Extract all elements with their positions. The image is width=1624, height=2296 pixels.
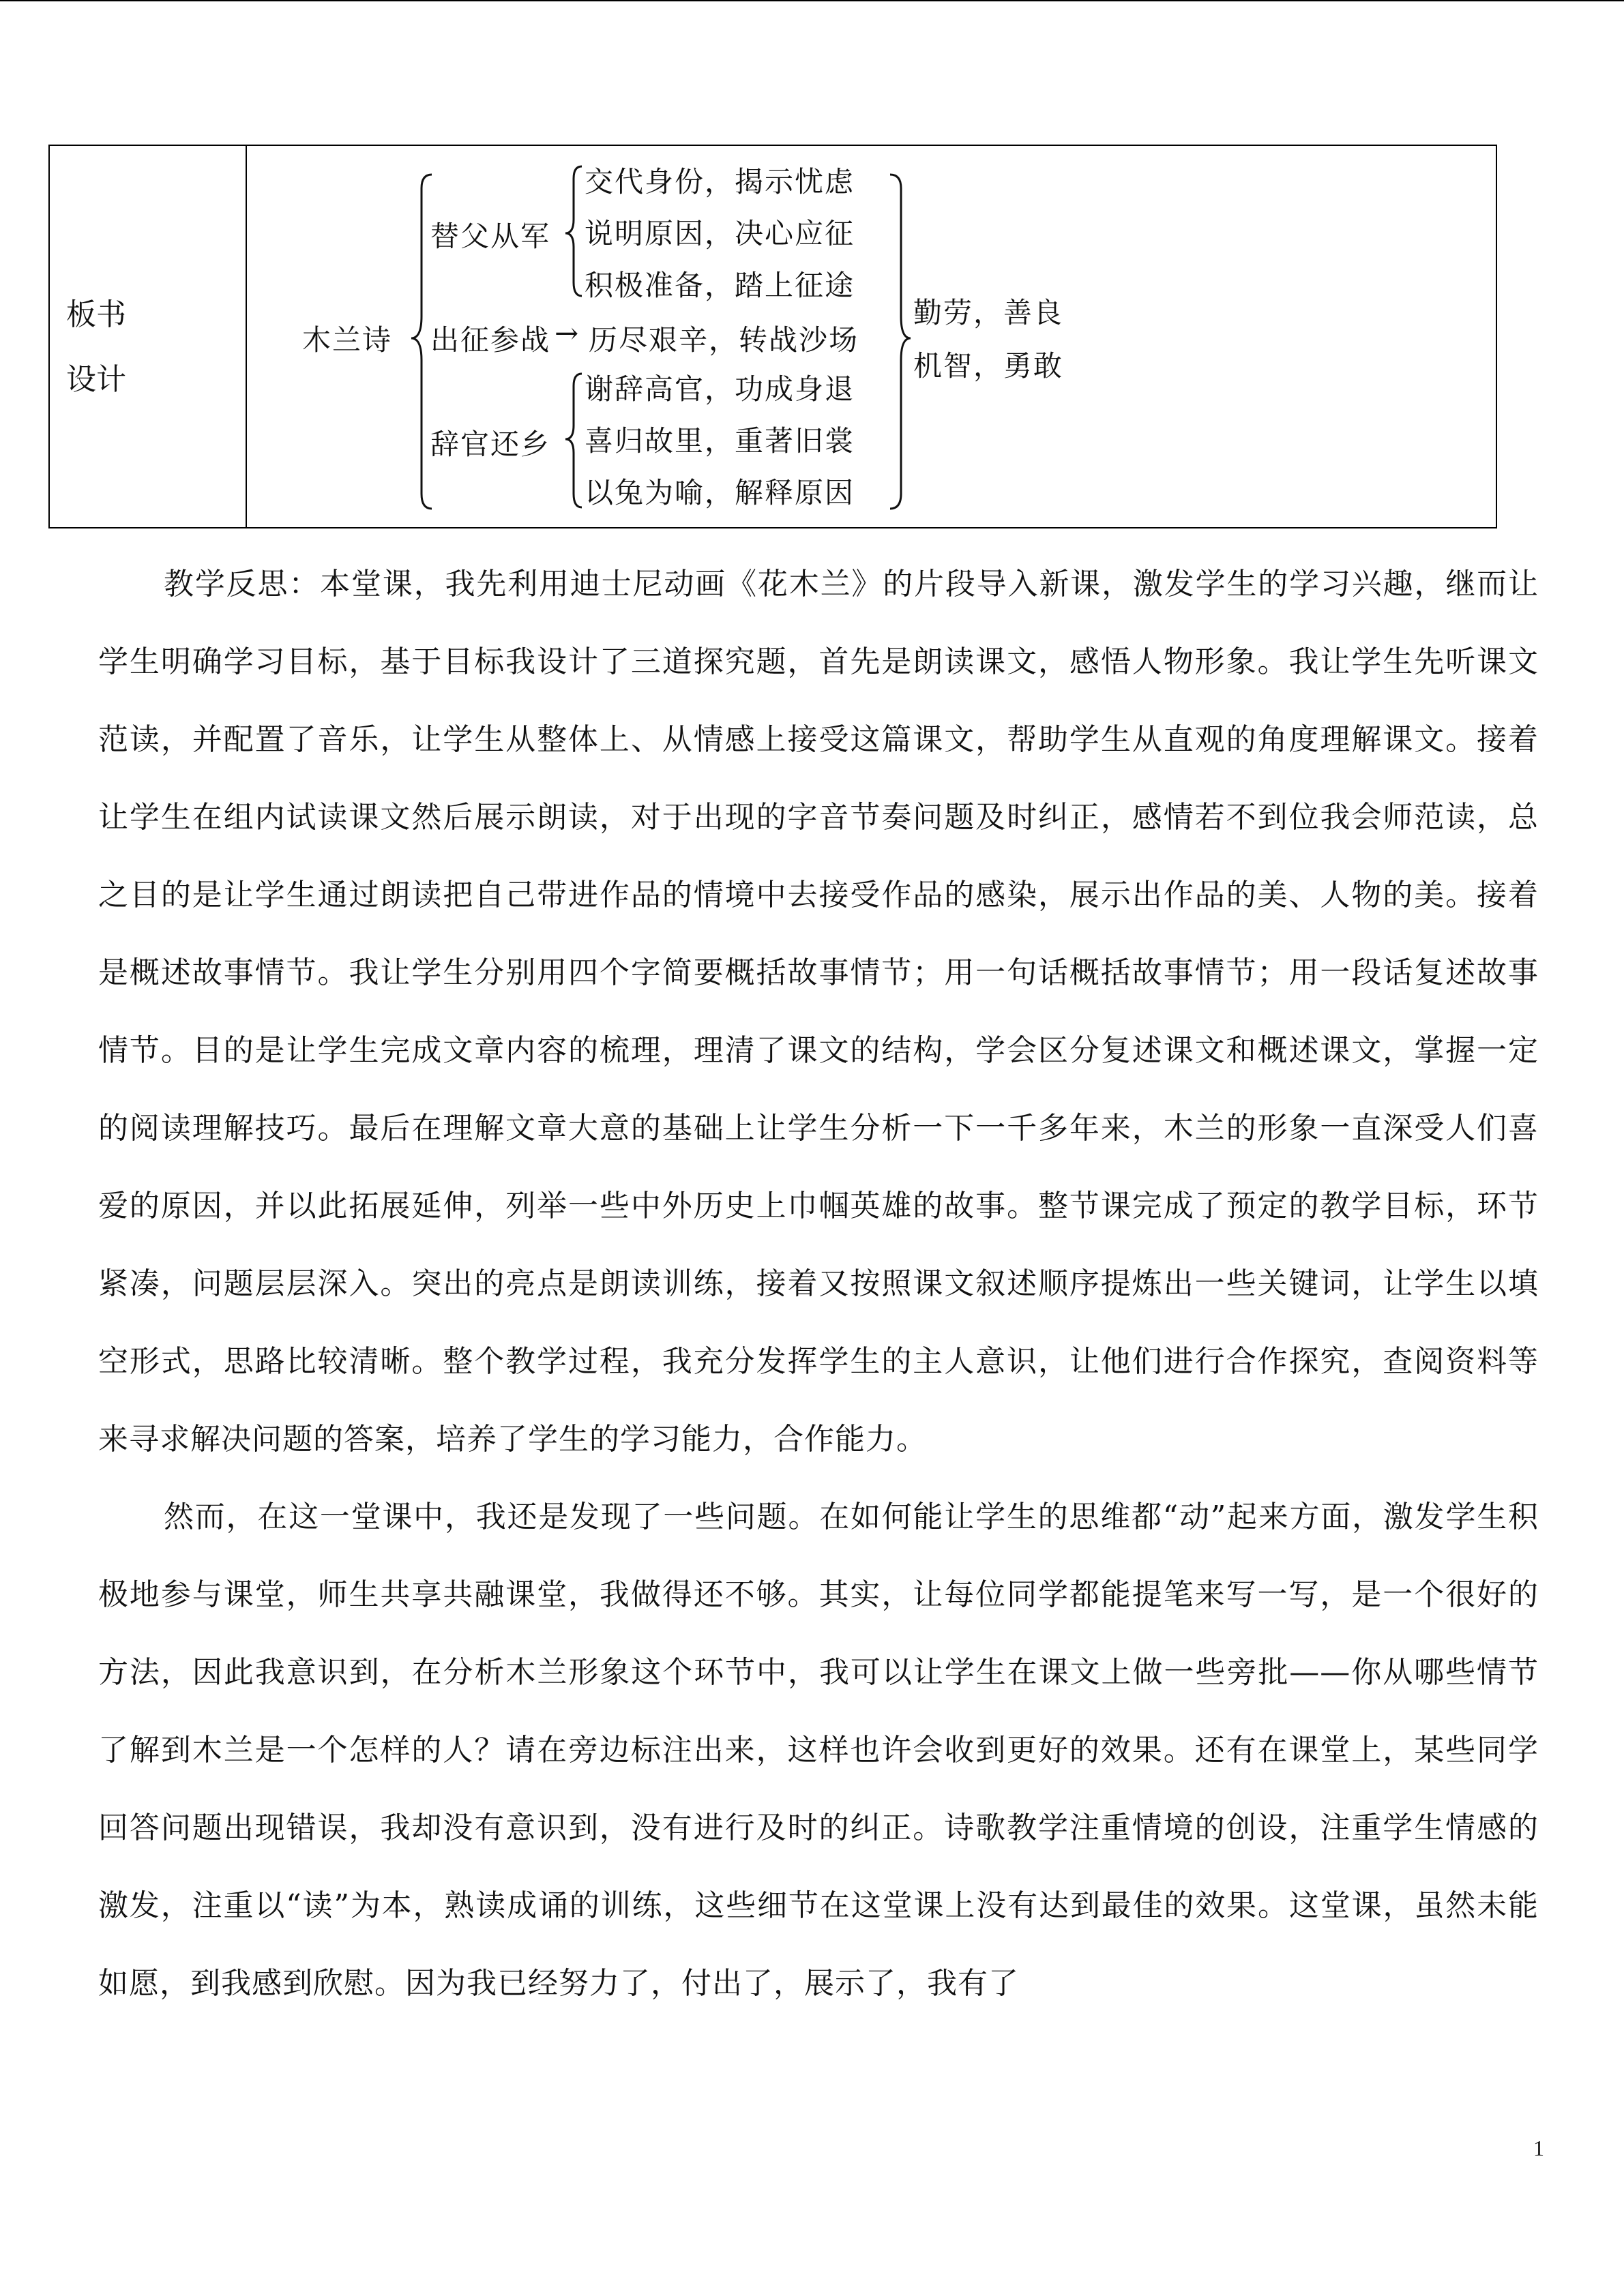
branch2-arrow: → <box>555 316 580 350</box>
branch1-left-brace <box>565 166 582 296</box>
quality-line1: 勤劳，善良 <box>913 296 1064 329</box>
branch1-name: 替父从军 <box>430 220 551 253</box>
branch1-item2: 说明原因，决心应征 <box>585 217 855 250</box>
branch1-item3: 积极准备，踏上征途 <box>585 269 855 302</box>
branch3-item1: 谢辞高官，功成身退 <box>585 372 855 406</box>
board-label-line2: 设计 <box>66 362 126 397</box>
branch3-left-brace <box>565 374 582 507</box>
board-design-table <box>48 145 1497 528</box>
board-label-line1: 板书 <box>66 297 126 332</box>
page-top-rule <box>0 0 1624 1</box>
page-number: 1 <box>1533 2136 1544 2160</box>
reflection-paragraph-2: 然而，在这一堂课中，我还是发现了一些问题。在如何能让学生的思维都“动”起来方面，激发学生积极地参与课堂，师生共享共融课堂，我做得还不够。其实，让每位同学都能提笔来写一写，是一个很好的方法，因此我意识到，在分析木兰形象这个环节中，我可以让学生在课文上做一些旁批——你从哪些情节了解到木兰是一个怎样的人？请在旁边标注出来，这样也许会收到更好的效果。还有在课堂上，某些同学回答问题出现错误，我却没有意识到，没有进行及时的纠正。诗歌教学注重情境的创设，注重学生情感的激发，注重以“读”为本，熟读成诵的训练，这些细节在这堂课上没有达到最佳的效果。这堂课，虽然未能如愿，到我感到欣慰。因为我已经努力了，付出了，展示了，我有了 <box>98 1500 1539 2001</box>
branch2-name: 出征参战 <box>430 323 551 357</box>
branch3-name: 辞官还乡 <box>430 428 551 461</box>
branch1-item1: 交代身份，揭示忧虑 <box>585 165 855 198</box>
branch3-item3: 以兔为喻，解释原因 <box>585 476 855 509</box>
board-root-text: 木兰诗 <box>302 323 393 357</box>
main-left-brace <box>411 175 432 509</box>
main-right-brace <box>890 175 911 509</box>
quality-line2: 机智，勇敢 <box>913 349 1064 383</box>
reflection-paragraph-1: 教学反思：本堂课，我先利用迪士尼动画《花木兰》的片段导入新课，激发学生的学习兴趣，继而让学生明确学习目标，基于目标我设计了三道探究题，首先是朗读课文，感悟人物形象。我让学生先听课文范读，并配置了音乐，让学生从整体上、从情感上接受这篇课文，帮助学生从直观的角度理解课文。接着让学生在组内试读课文然后展示朗读，对于出现的字音节奏问题及时纠正，感情若不到位我会师范读，总之目的是让学生通过朗读把自己带进作品的情境中去接受作品的感染，展示出作品的美、人物的美。接着是概述故事情节。我让学生分别用四个字简要概括故事情节；用一句话概括故事情节；用一段话复述故事情节。目的是让学生完成文章内容的梳理，理清了课文的结构，学会区分复述课文和概述课文，掌握一定的阅读理解技巧。最后在理解文章大意的基础上让学生分析一下一千多年来，木兰的形象一直深受人们喜爱的原因，并以此拓展延伸，列举一些中外历史上巾帼英雄的故事。整节课完成了预定的教学目标，环节紧凑，问题层层深入。突出的亮点是朗读训练，接着又按照课文叙述顺序提炼出一些关键词，让学生以填空形式，思路比较清晰。整个教学过程，我充分发挥学生的主人意识，让他们进行合作探究，查阅资料等来寻求解决问题的答案，培养了学生的学习能力，合作能力。 <box>98 567 1539 1457</box>
branch2-item1: 历尽艰辛，转战沙场 <box>589 323 859 357</box>
reflection-text <box>98 546 1539 2023</box>
branch3-item2: 喜归故里，重著旧裳 <box>585 424 855 458</box>
